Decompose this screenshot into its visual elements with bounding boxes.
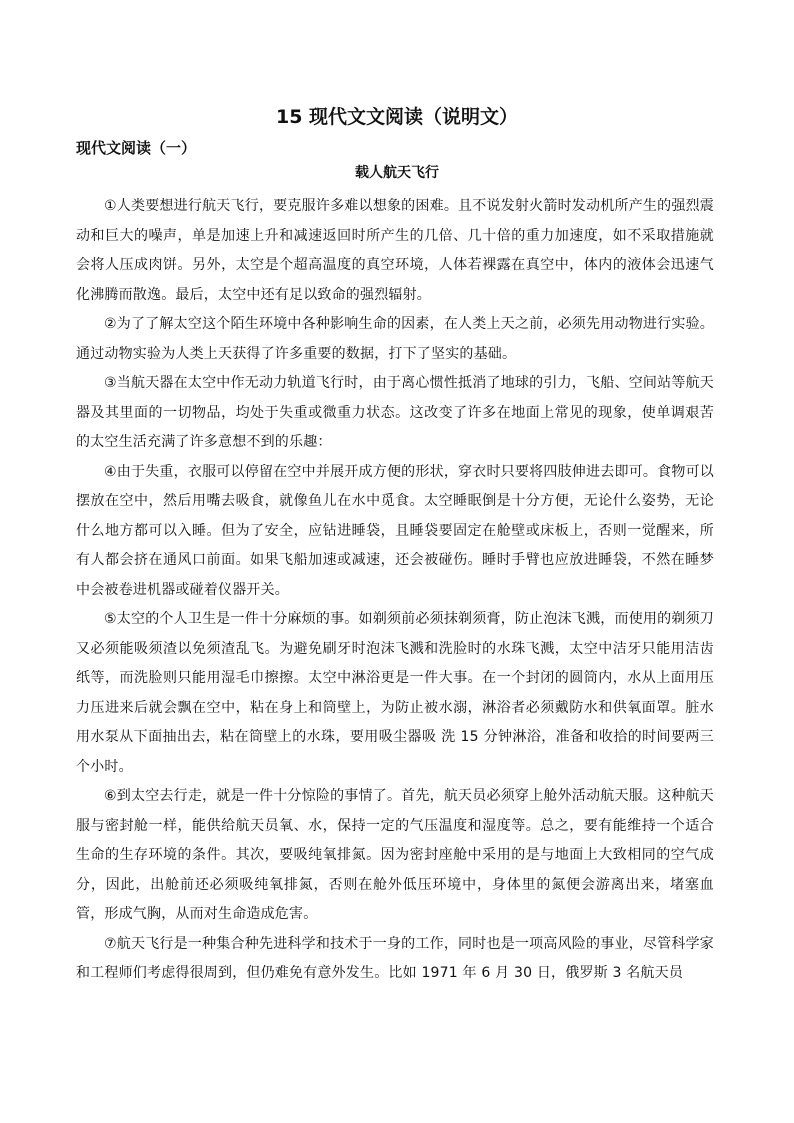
- document-title: 15 现代文文阅读（说明文）: [275, 106, 519, 128]
- paragraph-1: ①人类要想进行航天飞行，要克服许多难以想象的困难。且不说发射火箭时发动机所产生的强烈震动和巨大的噪声，单是加速上升和减速返回时所产生的几倍、几十倍的重力加速度，如不采取措施就会将人压成肉饼。另外，太空是个超高温度的真空环境，人体若裸露在真空中，体内的液体会迅速气化沸腾而散逸。最后，太空中还有足以致命的强烈辐射。: [76, 198, 714, 303]
- article-body: [76, 192, 714, 989]
- article-title: 载人航天飞行: [355, 165, 439, 181]
- paragraph-2: ②为了了解太空这个陌生环境中各种影响生命的因素，在人类上天之前，必须先用动物进行实验。通过动物实验为人类上天获得了许多重要的数据，打下了坚实的基础。: [76, 316, 714, 362]
- paragraph-6: ⑥到太空去行走，就是一件十分惊险的事情了。首先，航天员必须穿上舱外活动航天服。这种航天服与密封舱一样，能供给航天员氧、水，保持一定的气压温度和湿度等。总之，要有能维持一个适合生命的生存环境的条件。其次，要吸纯氧排氮。因为密封座舱中采用的是与地面上大致相同的空气成分，因此，出舱前还必须吸纯氧排氮，否则在舱外低压环境中，身体里的氮便会游离出来，堵塞血管，形成气胸，从而对生命造成危害。: [76, 788, 714, 922]
- paragraph-5: ⑤太空的个人卫生是一件十分麻烦的事。如剃须前必须抹剃须膏，防止泡沫飞溅，而使用的剃须刀又必须能吸须渣以免须渣乱飞。为避免刷牙时泡沫飞溅和洗脸时的水珠飞溅，太空中洁牙只能用洁齿纸等，而洗脸则只能用湿毛巾擦擦。太空中淋浴更是一件大事。在一个封闭的圆筒内，水从上面用压力压进来后就会飘在空中，粘在身上和筒壁上，为防止被水溺，淋浴者必须戴防水和供氧面罩。脏水用水泵从下面抽出去，粘在筒壁上的水珠，要用吸尘器吸 洗 15 分钟淋浴，准备和收拾的时间要两三个小时。: [76, 611, 714, 775]
- section-heading: 现代文阅读（一）: [76, 139, 197, 157]
- paragraph-3: ③当航天器在太空中作无动力轨道飞行时，由于离心惯性抵消了地球的引力，飞船、空间站等航天器及其里面的一切物品，均处于失重或微重力状态。这改变了许多在地面上常见的现象，使单调艰苦的太空生活充满了许多意想不到的乐趣：: [76, 375, 714, 450]
- paragraph-7: ⑦航天飞行是一种集合种先进科学和技术于一身的工作，同时也是一项高风险的事业，尽管科学家和工程师们考虑得很周到，但仍难免有意外发生。比如 1971 年 6 月 30 日，俄罗斯 3 名航天员: [76, 935, 714, 981]
- paragraph-4: ④由于失重，衣服可以停留在空中并展开成方便的形状，穿衣时只要将四肢伸进去即可。食物可以摆放在空中，然后用嘴去吸食，就像鱼儿在水中觅食。太空睡眠倒是十分方便，无论什么姿势，无论什么地方都可以入睡。但为了安全，应钻进睡袋，且睡袋要固定在舱壁或床板上，否则一觉醒来，所有人都会挤在通风口前面。如果飞船加速或减速，还会被碰伤。睡时手臂也应放进睡袋，不然在睡梦中会被卷进机器或碰着仪器开关。: [76, 463, 714, 598]
